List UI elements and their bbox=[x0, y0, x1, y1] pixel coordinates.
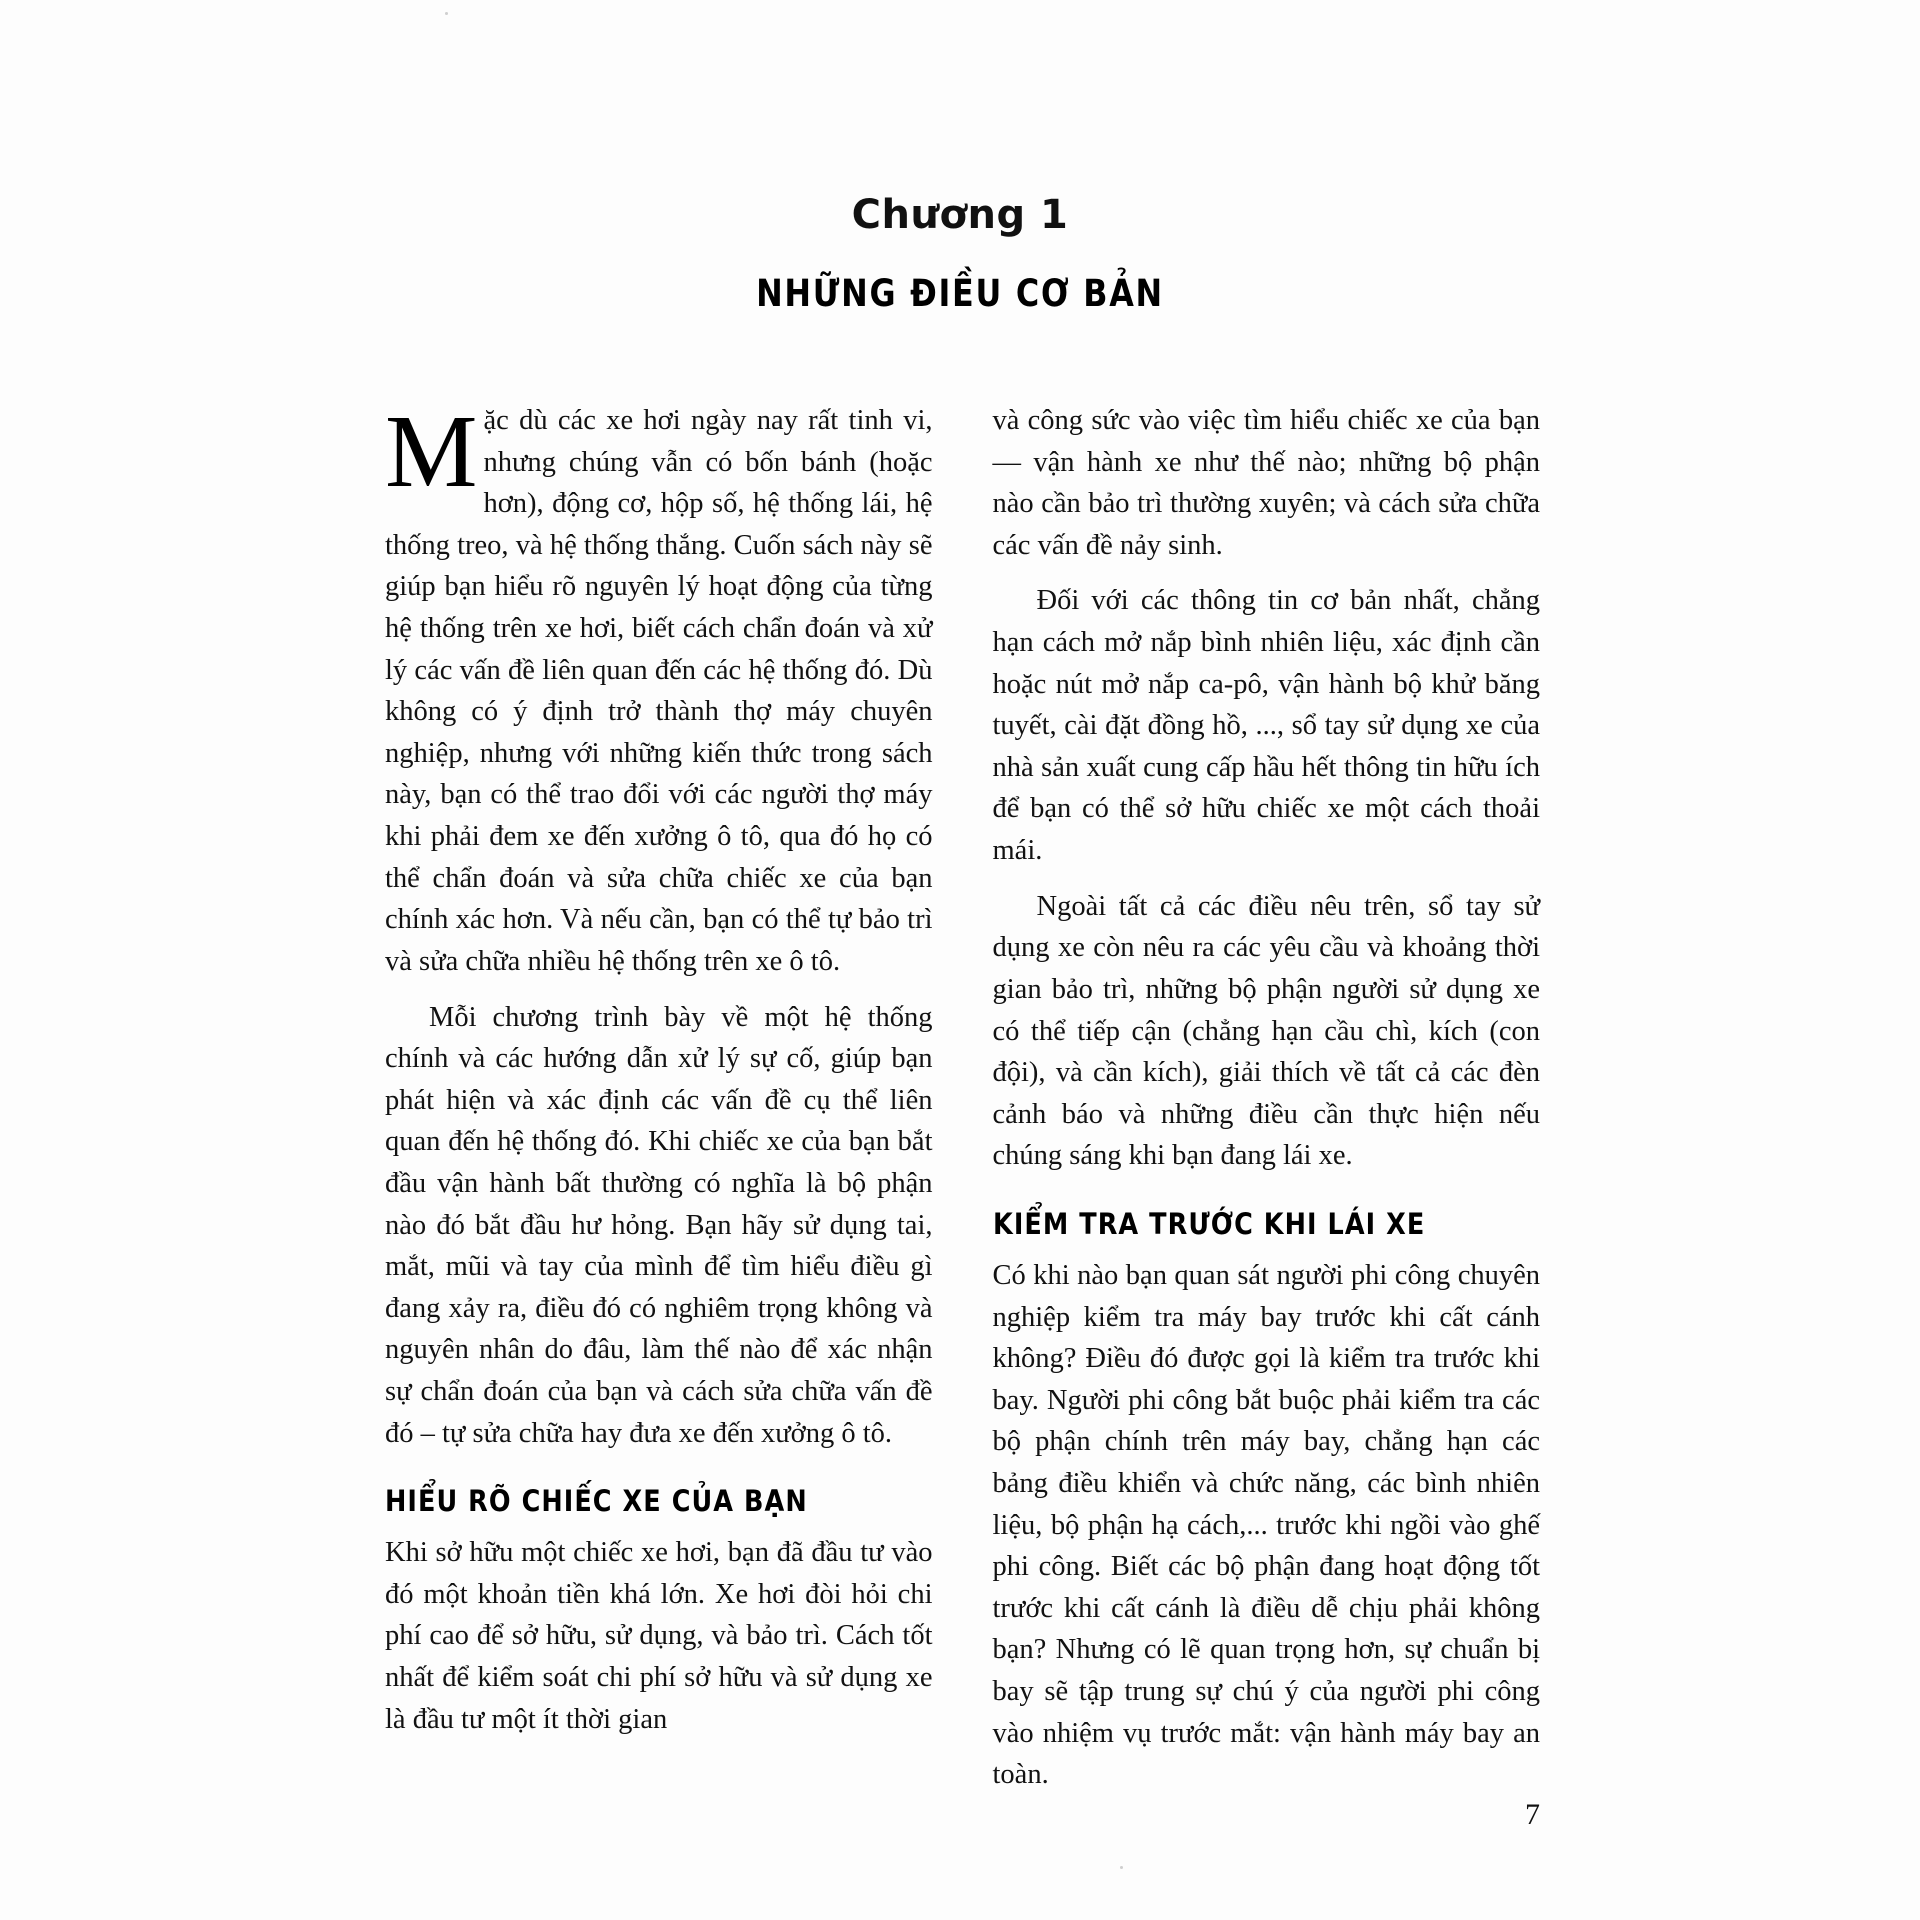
section-heading-hieu-ro-chiec-xe: HIỂU RÕ CHIẾC XE CỦA BẠN bbox=[385, 1484, 808, 1519]
drop-cap: M bbox=[385, 394, 478, 509]
paragraph: Đối với các thông tin cơ bản nhất, chẳng hạn cách mở nắp bình nhiên liệu, xác định cần hoặc nút mở nắp ca-pô, vận hành bộ khử băng tuyết, cài đặt đồng hồ, ..., sổ tay sử dụng xe của nhà sản xuất cung cấp hầu hết thông tin hữu ích để bạn có thể sở hữu chiếc xe một cách thoải mái. bbox=[992, 585, 1540, 867]
scan-speck bbox=[1120, 1866, 1123, 1869]
paragraph: Mỗi chương trình bày về một hệ thống chính và các hướng dẫn xử lý sự cố, giúp bạn phát hiện và xác định các vấn đề cụ thể liên quan đến hệ thống đó. Khi chiếc xe của bạn bắt đầu vận hành bất thường có nghĩa là bộ phận nào đó bắt đầu hư hỏng. Bạn hãy sử dụng tai, mắt, mũi và tay của mình để tìm hiểu điều gì đang xảy ra, điều đó có nghiêm trọng không và nguyên nhân do đâu, làm thế nào để xác nhận sự chẩn đoán của bạn và cách sửa chữa vấn đề đó – tự sửa chữa hay đưa xe đến xưởng ô tô. bbox=[385, 1001, 933, 1449]
section-heading-kiem-tra-truoc-khi-lai-xe: KIỂM TRA TRƯỚC KHI LÁI XE bbox=[992, 1206, 1425, 1241]
text-columns bbox=[385, 394, 1540, 1791]
chapter-label: Chương 1 bbox=[851, 192, 1069, 238]
paragraph: và công sức vào việc tìm hiểu chiếc xe của bạn — vận hành xe như thế nào; những bộ phận nào cần bảo trì thường xuyên; và cách sửa chữa các vấn đề nảy sinh. bbox=[992, 405, 1540, 561]
right-column bbox=[992, 400, 1541, 1791]
left-column bbox=[385, 394, 933, 1780]
chapter-title: NHỮNG ĐIỀU CƠ BẢN bbox=[756, 272, 1164, 315]
page-number: 7 bbox=[1525, 1798, 1540, 1831]
paragraph: Khi sở hữu một chiếc xe hơi, bạn đã đầu tư vào đó một khoản tiền khá lớn. Xe hơi đòi hỏi chi phí cao để sở hữu, sử dụng, và bảo trì. Cách tốt nhất để kiểm soát chi phí sở hữu và sử dụng xe là đầu tư một ít thời gian bbox=[385, 1537, 933, 1735]
paragraph: Ngoài tất cả các điều nêu trên, sổ tay sử dụng xe còn nêu ra các yêu cầu và khoảng thời gian bảo trì, những bộ phận người sử dụng xe có thể tiếp cận (chẳng hạn cầu chì, kích (con đội), và cần kích), giải thích về tất cả các đèn cảnh báo và những điều cần thực hiện nếu chúng sáng khi bạn đang lái xe. bbox=[992, 890, 1540, 1172]
scan-speck bbox=[445, 12, 448, 15]
paragraph: Có khi nào bạn quan sát người phi công chuyên nghiệp kiểm tra máy bay trước khi cất cánh không? Điều đó được gọi là kiểm tra trước khi bay. Người phi công bắt buộc phải kiểm tra các bộ phận chính trên máy bay, chẳng hạn các bảng điều khiển và chức năng, các bình nhiên liệu, bộ phận hạ cách,... trước khi ngồi vào ghế phi công. Biết các bộ phận đang hoạt động tốt trước khi cất cánh là điều dễ chịu phải không bạn? Nhưng có lẽ quan trọng hơn, sự chuẩn bị bay sẽ tập trung sự chú ý của người phi công vào nhiệm vụ trước mắt: vận hành máy bay an toàn. bbox=[992, 1259, 1540, 1791]
paragraph bbox=[385, 394, 933, 983]
paragraph-text: ặc dù các xe hơi ngày nay rất tinh vi, nhưng chúng vẫn có bốn bánh (hoặc hơn), động cơ, hộp số, hệ thống lái, hệ thống treo, và hệ thống thắng. Cuốn sách này sẽ giúp bạn hiểu rõ nguyên lý hoạt động của từng hệ thống trên xe hơi, biết cách chẩn đoán và xử lý các vấn đề liên quan đến các hệ thống đó. Dù không có ý định trở thành thợ máy chuyên nghiệp, nhưng với những kiến thức trong sách này, bạn có thể trao đổi với các người thợ máy khi phải đem xe đến xưởng ô tô, qua đó họ có thể chẩn đoán và sửa chữa chiếc xe của bạn chính xác hơn. Và nếu cần, bạn có thể tự bảo trì và sửa chữa nhiều hệ thống trên xe ô tô. bbox=[385, 405, 933, 977]
